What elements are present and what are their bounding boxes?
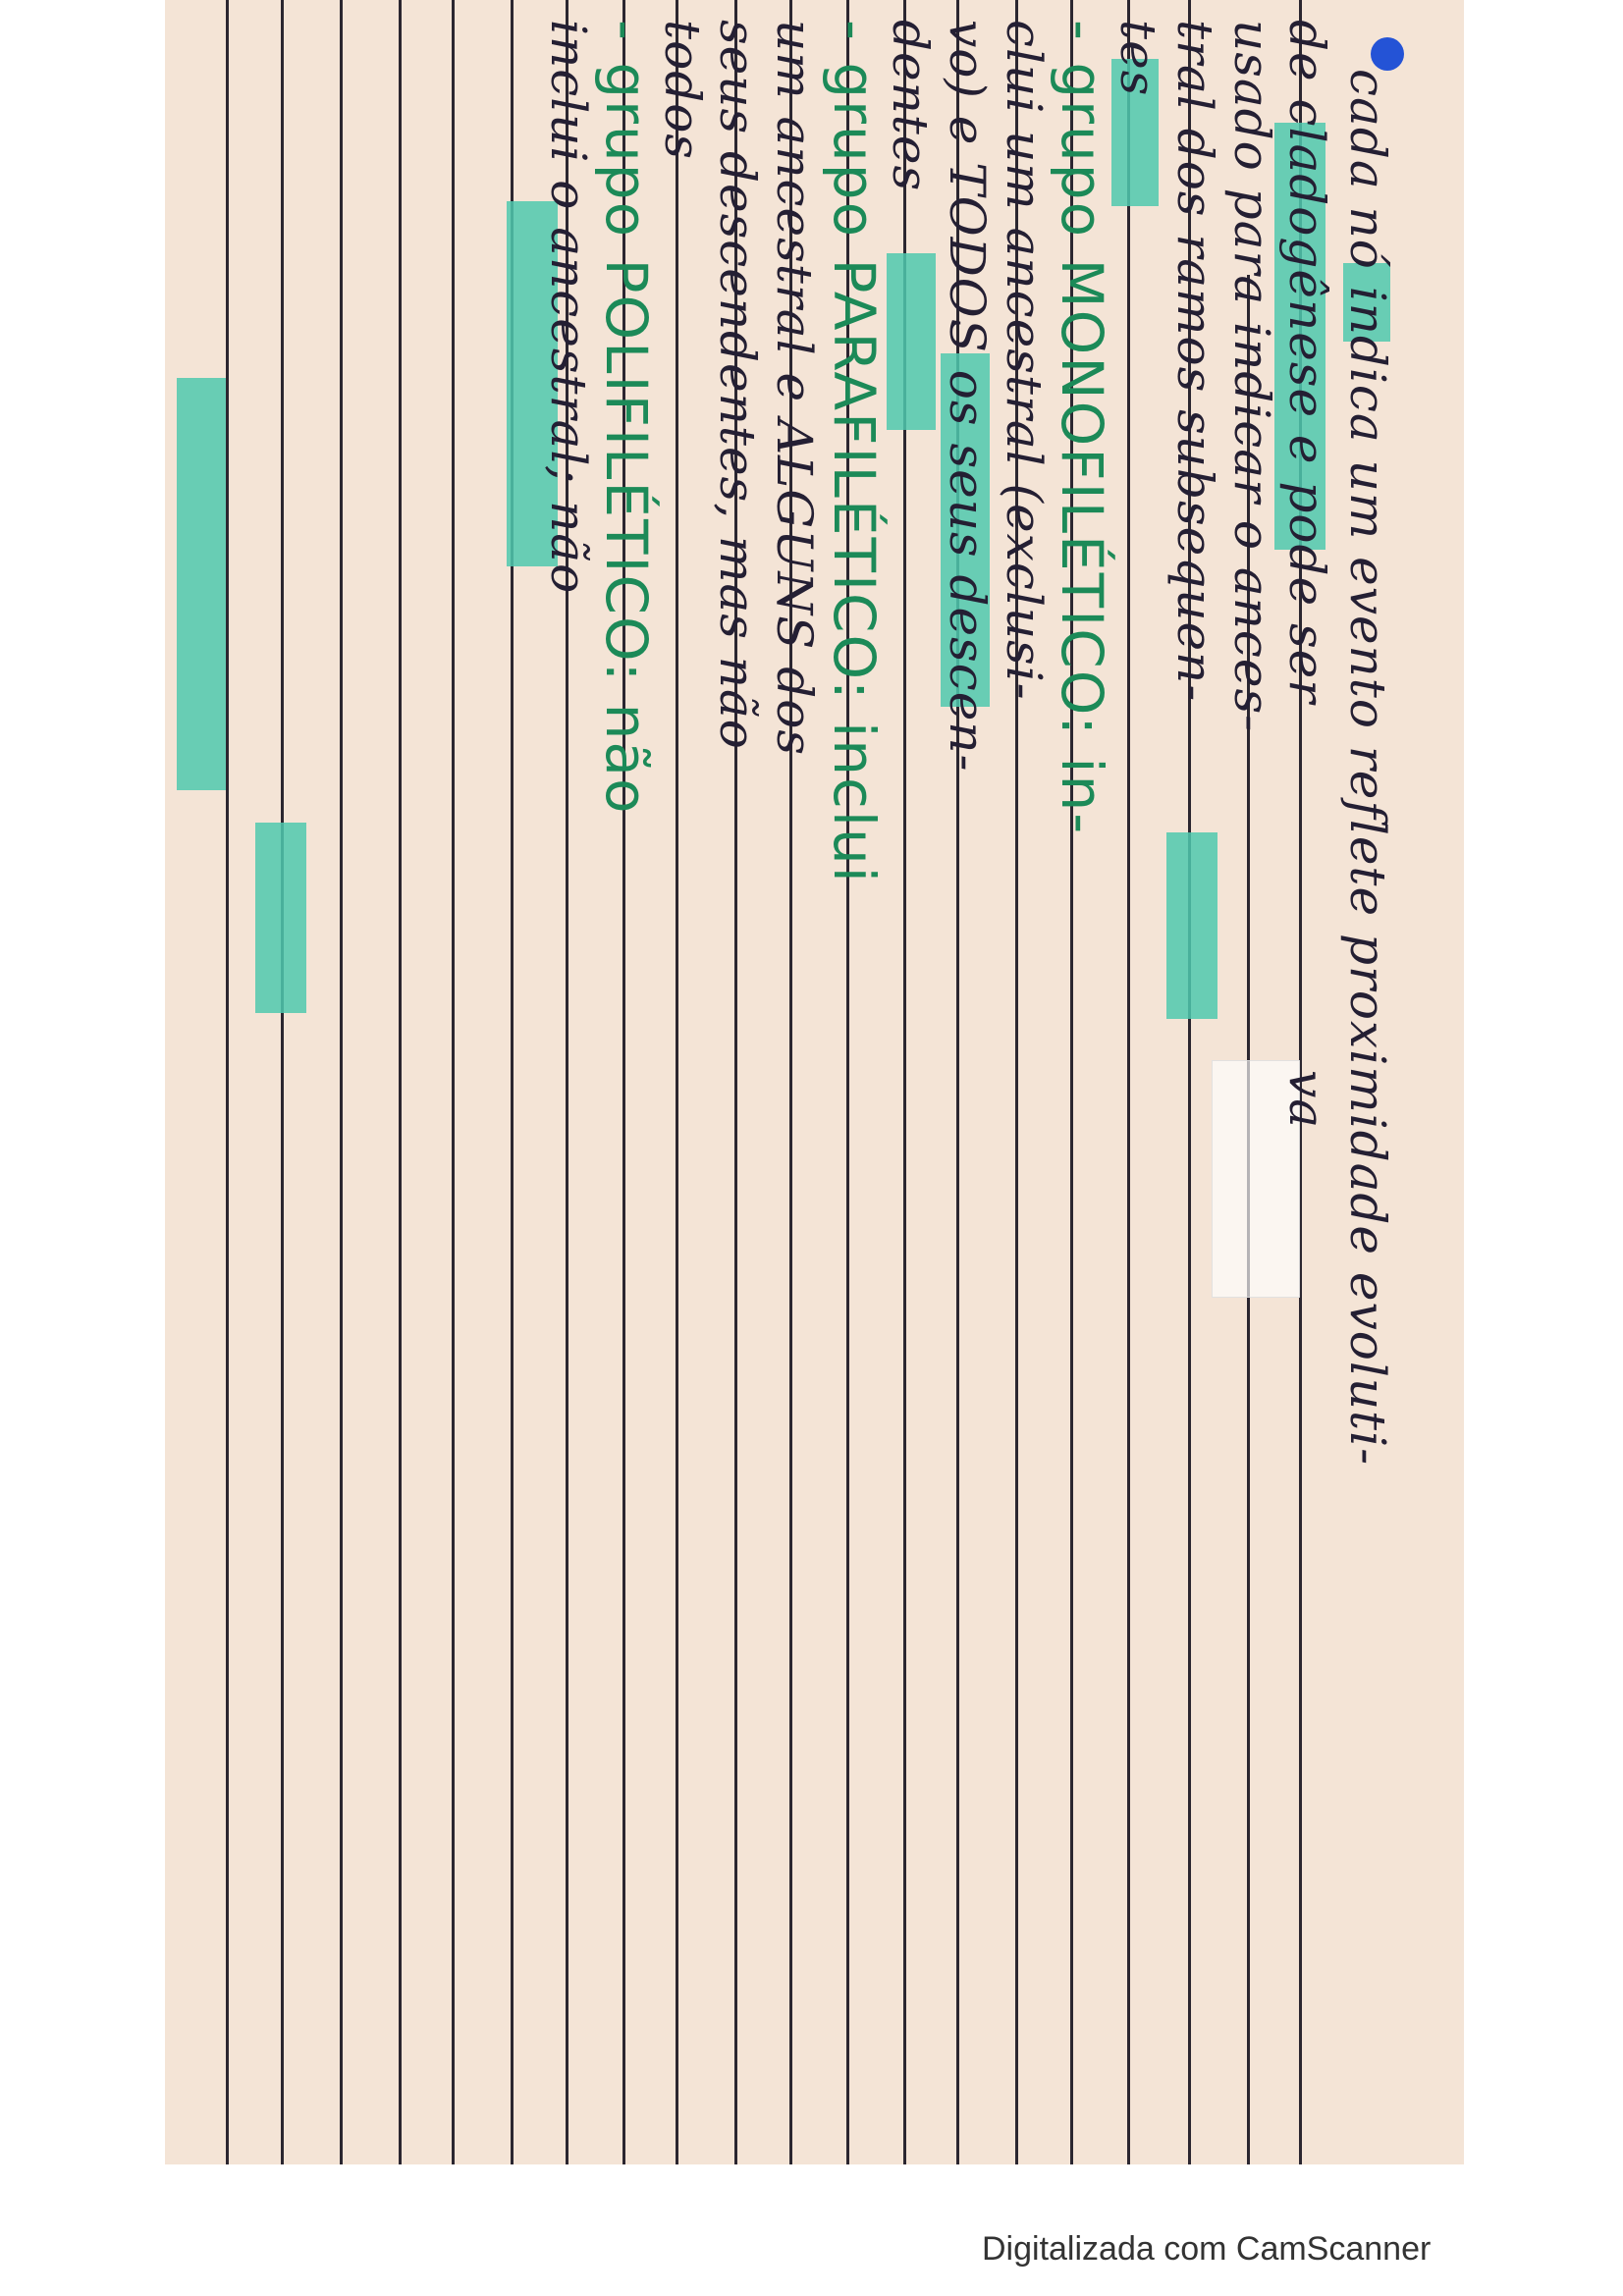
- note-line-14: todos: [654, 20, 711, 160]
- note-line-2: va: [1278, 1070, 1335, 1130]
- note-line-3: de cladogênese e pode ser: [1278, 20, 1335, 705]
- note-line-8: clui um ancestral (exclusi-: [996, 20, 1053, 701]
- note-line-9: vo) e TODOS os seus descen-: [939, 20, 996, 773]
- scanned-index-card: [165, 0, 1464, 2164]
- note-line-11: - grupo PARAFILÉTICO: inclui: [821, 20, 888, 884]
- note-line-6: tes: [1109, 20, 1166, 97]
- handwritten-notes: [165, 0, 1464, 2164]
- note-line-12: um ancestral e ALGUNS dos: [766, 20, 823, 756]
- note-line-5: tral dos ramos subsequen-: [1166, 20, 1223, 703]
- note-line-1: cada nó indica um evento reflete proximidade evoluti-: [1339, 69, 1396, 1467]
- note-line-4: usado para indicar o ances-: [1223, 20, 1280, 733]
- note-line-10: dentes: [882, 20, 939, 192]
- note-line-16: inclui o ancestral; não: [540, 20, 597, 595]
- note-line-13: seus descendentes, mas não: [709, 20, 766, 750]
- note-line-7: - grupo MONOFILÉTICO: in-: [1049, 20, 1115, 836]
- camscanner-watermark: Digitalizada com CamScanner: [982, 2230, 1432, 2268]
- note-line-15: - grupo POLIFILÉTICO: não: [593, 20, 660, 816]
